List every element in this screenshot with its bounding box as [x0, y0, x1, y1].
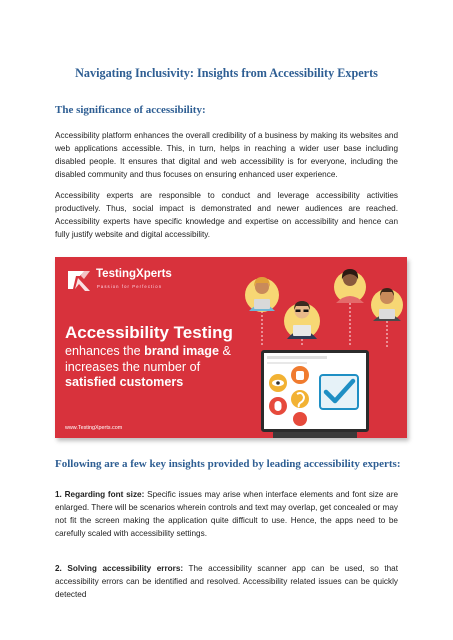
banner-url: www.TestingXperts.com — [65, 425, 123, 431]
paragraph-experts: Accessibility experts are responsible to conduct and leverage accessibility activities productively. Thus, social impact is demonstrated and newer audiences are reached. Accessibility experts have specific knowledge and expertise on accessibility and hence can fully justify website and digital accessibility. — [55, 191, 398, 240]
banner-headline: Accessibility Testing — [65, 323, 233, 342]
testingxperts-logo — [66, 267, 196, 295]
banner-line-2-suffix: & — [219, 344, 231, 358]
hand-icon — [291, 366, 309, 384]
banner-line-4: satisfied customers — [65, 375, 184, 389]
monitor-base — [273, 432, 357, 438]
logo-name: TestingXperts — [96, 268, 172, 280]
insight-font-size-label: 1. Regarding font size: — [55, 490, 145, 499]
banner-line-3: increases the number of — [65, 360, 201, 374]
insight-font-size-text: Specific issues may arise when interface elements and font size are enlarged. There will be scenarios wherein controls and text may overlap, get concealed or may not fit the screen making the application quite difficult to use. Hence, the apps need to be carefully scaled with accessibility settings. — [55, 490, 398, 539]
person-woman-laptop-icon — [245, 277, 279, 312]
insight-errors-label: 2. Solving accessibility errors: — [55, 564, 184, 573]
section-heading-significance: The significance of accessibility: — [55, 104, 206, 116]
insight-accessibility-errors — [55, 562, 398, 601]
document-title: Navigating Inclusivity: Insights from Accessibility Experts — [75, 66, 378, 80]
logo-tagline: Passion for Perfection — [97, 284, 163, 289]
insight-errors-text: The accessibility scanner app can be used, so that accessibility errors can be identified and resolved. Accessibility related issues can be quickly detected — [55, 564, 398, 600]
banner-line-2 — [65, 344, 231, 358]
person-woman-dark-hair-icon — [334, 269, 366, 303]
accessibility-icons-screen — [264, 353, 366, 429]
accessibility-testing-banner — [55, 257, 407, 438]
testingxperts-logo-icon — [66, 267, 92, 293]
banner-line-2-bold: brand image — [144, 344, 220, 358]
insight-font-size — [55, 488, 398, 540]
person-man-sunglasses-icon — [284, 301, 320, 339]
person-man-laptop-icon — [371, 288, 403, 321]
eye-icon — [269, 374, 287, 392]
team-illustration — [235, 259, 407, 349]
paragraph-significance: Accessibility platform enhances the overall credibility of a business by making its websites and web applications accessible. This, in turn, helps in reaching a wider user base including disabled people. It ensures that digital and web accessibility is for everyone, including the disabled community and thus focuses on ensuring enhanced user experience. — [55, 131, 398, 180]
brain-icon — [293, 412, 307, 426]
mouse-icon — [269, 397, 287, 415]
monitor-illustration — [261, 350, 369, 432]
ear-icon — [291, 390, 309, 408]
section-heading-insights: Following are a few key insights provided by leading accessibility experts: — [55, 458, 401, 470]
banner-line-2-prefix: enhances the — [65, 344, 145, 358]
